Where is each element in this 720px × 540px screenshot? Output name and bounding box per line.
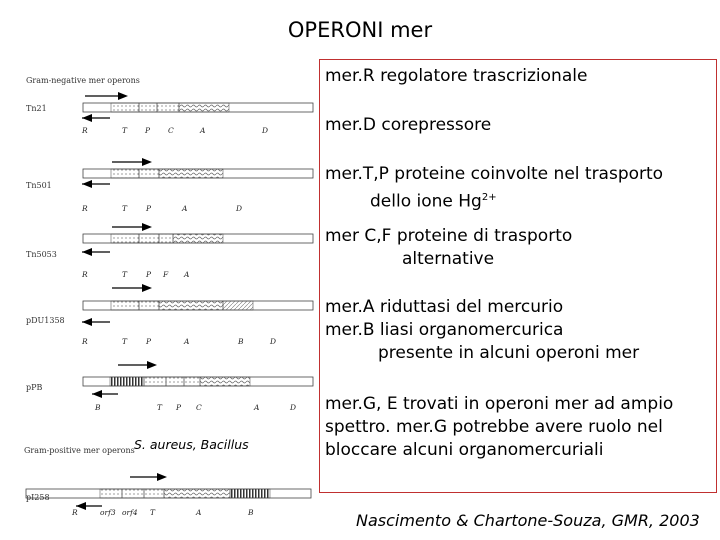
- gene-label: A: [184, 270, 190, 279]
- gene-label: P: [146, 204, 152, 213]
- gene-label: P: [176, 403, 182, 412]
- note-merTP-line2: dello ione $Hg^{2+}$: [370, 191, 497, 212]
- operon-name: pPB: [26, 383, 43, 392]
- gene-label: P: [146, 337, 152, 346]
- note-merB-line2: presente in alcuni operoni mer: [378, 343, 640, 363]
- operon-name: Tn5053: [26, 250, 57, 259]
- gene-label: R: [82, 337, 88, 346]
- gene-label: R: [82, 204, 88, 213]
- gene-label: R: [82, 126, 88, 135]
- gene-label: D: [270, 337, 277, 346]
- gene-label: A: [196, 508, 202, 517]
- operon-tn501: [82, 158, 313, 188]
- operon-tn21: [82, 92, 313, 122]
- operon-ppb: [83, 361, 313, 398]
- gene-label: A: [182, 204, 188, 213]
- gene-label: orf3: [100, 508, 116, 517]
- gene-label: T: [122, 337, 128, 346]
- gene-label: T: [157, 403, 163, 412]
- page-title: OPERONI mer: [287, 18, 433, 42]
- operon-name: Tn21: [26, 104, 47, 113]
- gene-label: T: [122, 204, 128, 213]
- gene-label: D: [290, 403, 297, 412]
- gene-label: B: [238, 337, 244, 346]
- operon-name: Tn501: [26, 181, 52, 190]
- gene-label: F: [163, 270, 169, 279]
- gene-label: D: [236, 204, 243, 213]
- gene-label: T: [122, 126, 128, 135]
- gene-label: A: [254, 403, 260, 412]
- note-merCF-line2: alternative: [402, 249, 495, 269]
- operon-name: pDU1358: [26, 316, 65, 325]
- gene-label: T: [122, 270, 128, 279]
- note-merR: mer.R regolatore trascrizionale: [325, 66, 588, 86]
- operon-tn5053: [82, 223, 313, 256]
- note-merG-line3: bloccare alcuni organomercuriali: [325, 440, 604, 460]
- operon-name: pI258: [26, 493, 50, 502]
- gene-label: A: [184, 337, 190, 346]
- note-merTP-line1: mer.T,P proteine coinvolte nel trasporto: [325, 164, 664, 184]
- gene-label: R: [82, 270, 88, 279]
- ion-charge: 2+: [481, 192, 497, 203]
- gene-label: R: [72, 508, 78, 517]
- gene-label: orf4: [122, 508, 138, 517]
- note-merB-line1: mer.B liasi organomercurica: [325, 320, 564, 340]
- gene-label: D: [262, 126, 269, 135]
- gene-label: T: [150, 508, 156, 517]
- note-merCF-line1: mer C,F proteine di trasporto: [325, 226, 573, 246]
- gene-label: A: [200, 126, 206, 135]
- gene-label: B: [248, 508, 254, 517]
- header-gram-positive: Gram-positive mer operons: [24, 446, 135, 455]
- note-merD: mer.D corepressore: [325, 115, 492, 135]
- note-merG-line2: spettro. mer.G potrebbe avere ruolo nel: [325, 417, 663, 437]
- gene-label: B: [95, 403, 101, 412]
- gene-label: C: [168, 126, 174, 135]
- citation: Nascimento & Chartone-Souza, GMR, 2003: [356, 511, 700, 530]
- inset-label: S. aureus, Bacillus: [134, 437, 249, 452]
- operon-pi258: [26, 473, 311, 510]
- gene-label: P: [146, 270, 152, 279]
- header-gram-negative: Gram-negative mer operons: [26, 76, 140, 85]
- note-merA: mer.A riduttasi del mercurio: [325, 297, 564, 317]
- operon-pdu1358: [82, 284, 313, 326]
- gene-label: P: [145, 126, 151, 135]
- note-merG-line1: mer.G, E trovati in operoni mer ad ampio: [325, 394, 674, 414]
- gene-label: C: [196, 403, 202, 412]
